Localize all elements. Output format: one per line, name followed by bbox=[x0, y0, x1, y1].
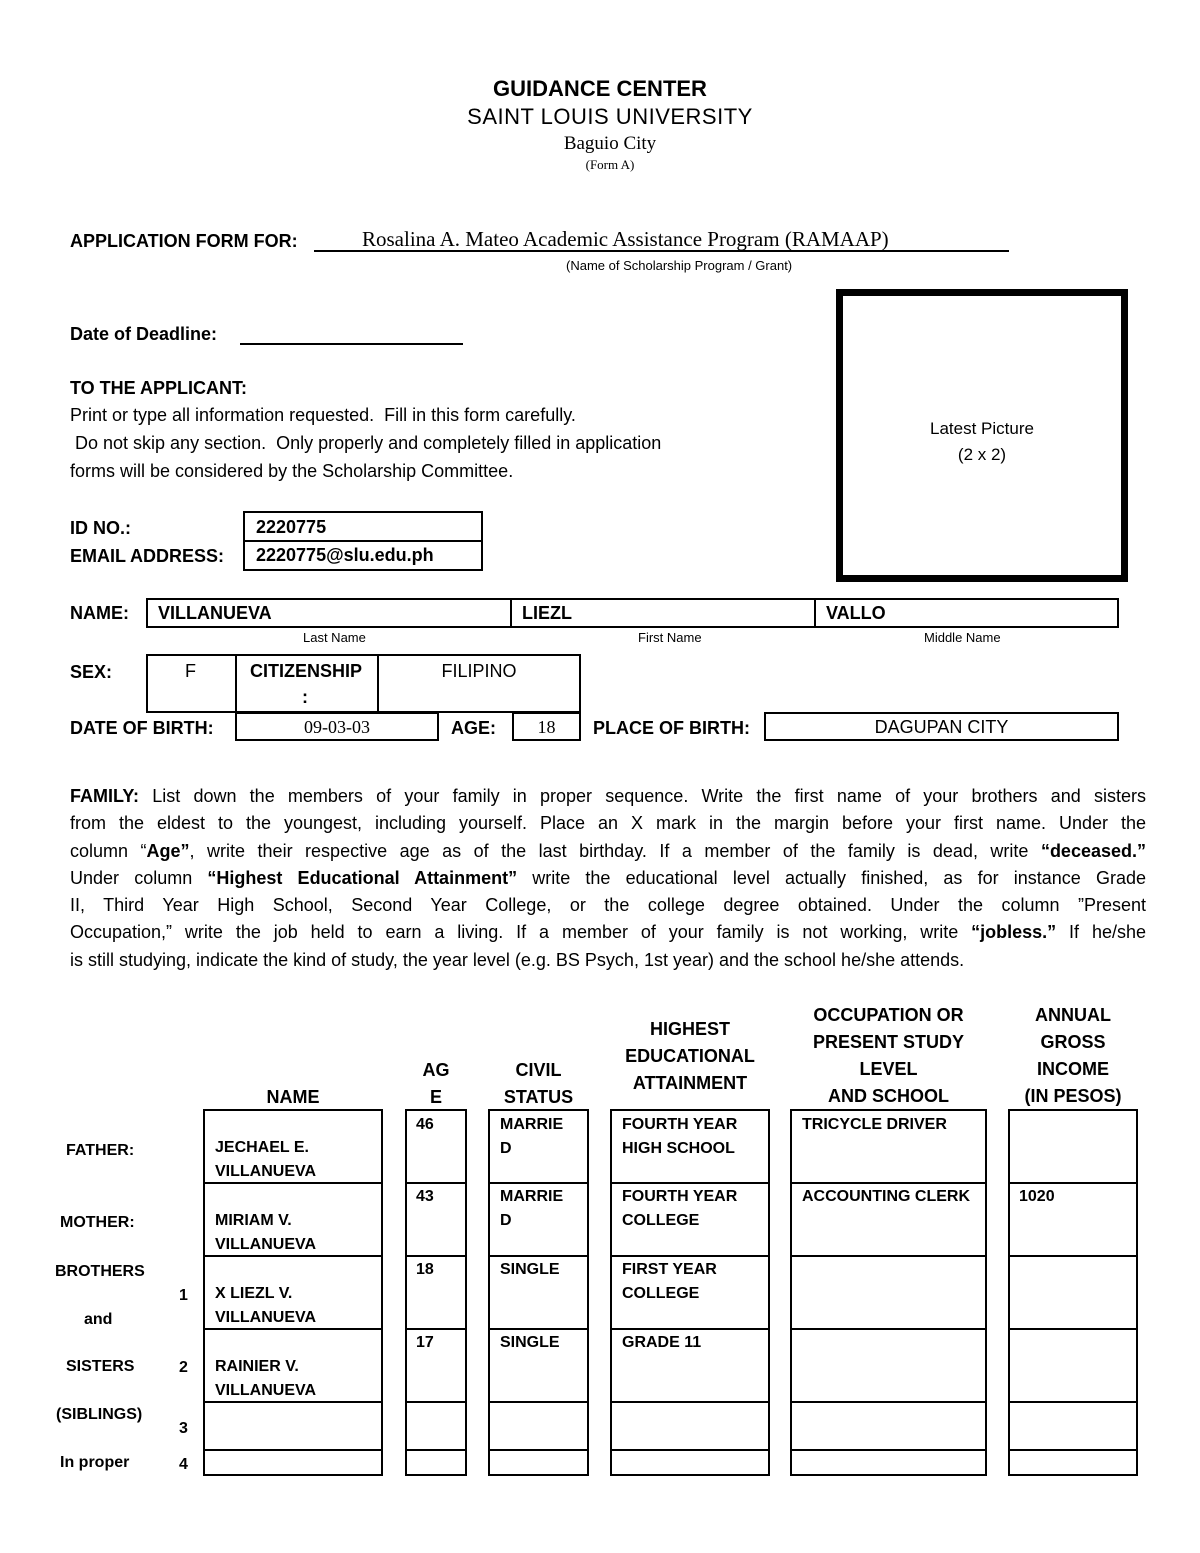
civil-status-column bbox=[488, 1109, 589, 1476]
age-cell[interactable]: 46 bbox=[416, 1116, 434, 1133]
university-city: Baguio City bbox=[563, 133, 657, 154]
row-number-4: 4 bbox=[179, 1456, 188, 1473]
citizenship-field[interactable]: FILIPINO bbox=[441, 661, 517, 681]
instructions-line-3: forms will be considered by the Scholarship Committee. bbox=[70, 461, 514, 481]
deadline-field[interactable] bbox=[240, 343, 463, 345]
occupation-column bbox=[790, 1109, 987, 1476]
pob-field[interactable]: DAGUPAN CITY bbox=[874, 717, 1009, 737]
table-row[interactable]: JECHAEL E. VILLANUEVA bbox=[215, 1139, 317, 1180]
email-field[interactable]: 2220775@slu.edu.ph bbox=[256, 545, 434, 565]
income-column bbox=[1008, 1109, 1138, 1476]
age-column bbox=[405, 1109, 467, 1476]
application-label: APPLICATION FORM FOR: bbox=[70, 231, 298, 251]
col-header-occupation: OCCUPATION OR PRESENT STUDY LEVEL AND SCHOOL bbox=[812, 1005, 965, 1106]
civil-status-cell[interactable]: SINGLE bbox=[500, 1334, 560, 1351]
civil-status-cell[interactable]: MARRIE D bbox=[500, 1116, 564, 1157]
age-field[interactable]: 18 bbox=[537, 717, 556, 737]
age-label: AGE: bbox=[451, 718, 496, 738]
middle-name-field[interactable]: VALLO bbox=[826, 603, 886, 623]
first-name-field[interactable]: LIEZL bbox=[522, 603, 572, 623]
citizenship-label: CITIZENSHIP bbox=[250, 661, 363, 681]
first-name-caption: First Name bbox=[638, 630, 702, 645]
income-cell[interactable]: 1020 bbox=[1019, 1188, 1055, 1205]
instructions-line-1: Print or type all information requested. Fill in this form carefully. bbox=[70, 405, 576, 425]
civil-status-cell[interactable]: MARRIE D bbox=[500, 1188, 564, 1229]
sex-label: SEX: bbox=[70, 662, 113, 682]
pob-label: PLACE OF BIRTH: bbox=[593, 718, 750, 738]
age-cell[interactable]: 43 bbox=[416, 1188, 434, 1205]
row-label-sisters: SISTERS bbox=[66, 1358, 135, 1375]
last-name-caption: Last Name bbox=[303, 630, 366, 645]
row-label-father: FATHER: bbox=[66, 1142, 135, 1159]
middle-name-caption: Middle Name bbox=[924, 630, 1001, 645]
header-title: GUIDANCE CENTER bbox=[493, 76, 707, 101]
col-header-age: AG E bbox=[422, 1060, 450, 1107]
name-label: NAME: bbox=[70, 603, 129, 623]
photo-size: (2 x 2) bbox=[957, 445, 1007, 464]
table-row[interactable]: X LIEZL V. VILLANUEVA bbox=[215, 1285, 317, 1326]
program-name: Rosalina A. Mateo Academic Assistance Program (RAMAAP) bbox=[362, 227, 889, 251]
occupation-cell[interactable]: ACCOUNTING CLERK bbox=[802, 1188, 970, 1205]
col-header-name: NAME bbox=[266, 1087, 320, 1107]
id-field[interactable]: 2220775 bbox=[256, 517, 327, 537]
form-label: (Form A) bbox=[585, 157, 635, 172]
citizenship-colon: : bbox=[302, 687, 308, 707]
row-label-and: and bbox=[84, 1311, 113, 1328]
instructions-line-2: Do not skip any section. Only properly and completely filled in application bbox=[70, 433, 662, 453]
family-label: FAMILY: bbox=[70, 786, 140, 806]
deadline-label: Date of Deadline: bbox=[70, 324, 218, 344]
instructions-heading: TO THE APPLICANT: bbox=[70, 378, 248, 398]
university-name: SAINT LOUIS UNIVERSITY bbox=[467, 104, 753, 129]
row-label-siblings: (SIBLINGS) bbox=[56, 1406, 143, 1423]
last-name-field[interactable]: VILLANUEVA bbox=[158, 603, 272, 623]
occupation-cell[interactable]: TRICYCLE DRIVER bbox=[802, 1116, 947, 1133]
education-cell[interactable]: FOURTH YEAR HIGH SCHOOL bbox=[622, 1116, 738, 1157]
col-header-education: HIGHEST EDUCATIONAL ATTAINMENT bbox=[625, 1019, 755, 1093]
row-label-in-proper: In proper bbox=[60, 1454, 130, 1471]
row-number-2: 2 bbox=[179, 1359, 188, 1376]
dob-label: DATE OF BIRTH: bbox=[70, 718, 214, 738]
family-instructions: FAMILY: List down the members of your family in proper sequence. Write the first name of your brothers and sisters from the eldest to the youngest, including yourself. Place an X mark in the margin before your first name. Under the column “Age”, write their respective age as of the last birthday. If a member of the family is dead, write “deceased.” Under column “Highest Educational Attainment” write the educational level actually finished, as for instance Grade II, Third Year High School, Second Year College, or the college degree obtained. Under the column ”Present Occupation,” write the job held to earn a living. If a member of your family is not working, write “jobless.” If he/she is still studying, indicate the kind of study, the year level (e.g. BS Psych, 1st year) and the school he/she attends. bbox=[70, 786, 1146, 970]
col-header-civil-status: CIVIL STATUS bbox=[503, 1060, 574, 1107]
name-box bbox=[146, 598, 1119, 628]
id-label: ID NO.: bbox=[70, 518, 131, 538]
email-label: EMAIL ADDRESS: bbox=[70, 546, 225, 566]
photo-label: Latest Picture bbox=[930, 419, 1034, 438]
sex-field[interactable]: F bbox=[185, 661, 196, 681]
row-label-brothers: BROTHERS bbox=[55, 1263, 145, 1280]
table-row[interactable]: RAINIER V. VILLANUEVA bbox=[215, 1358, 317, 1399]
education-cell[interactable]: FOURTH YEAR COLLEGE bbox=[622, 1188, 738, 1229]
row-number-3: 3 bbox=[179, 1420, 188, 1437]
program-caption: (Name of Scholarship Program / Grant) bbox=[566, 258, 793, 273]
photo-box[interactable] bbox=[836, 289, 1128, 582]
age-cell[interactable]: 18 bbox=[416, 1261, 434, 1278]
table-row[interactable]: MIRIAM V. VILLANUEVA bbox=[215, 1212, 317, 1253]
col-header-income: ANNUAL GROSS INCOME (IN PESOS) bbox=[1024, 1005, 1122, 1106]
row-label-mother: MOTHER: bbox=[60, 1214, 135, 1231]
age-cell[interactable]: 17 bbox=[416, 1334, 434, 1351]
dob-field[interactable]: 09-03-03 bbox=[304, 717, 370, 737]
education-cell[interactable]: GRADE 11 bbox=[622, 1334, 702, 1351]
education-cell[interactable]: FIRST YEAR COLLEGE bbox=[622, 1261, 717, 1302]
row-number-1: 1 bbox=[179, 1287, 188, 1304]
civil-status-cell[interactable]: SINGLE bbox=[500, 1261, 560, 1278]
